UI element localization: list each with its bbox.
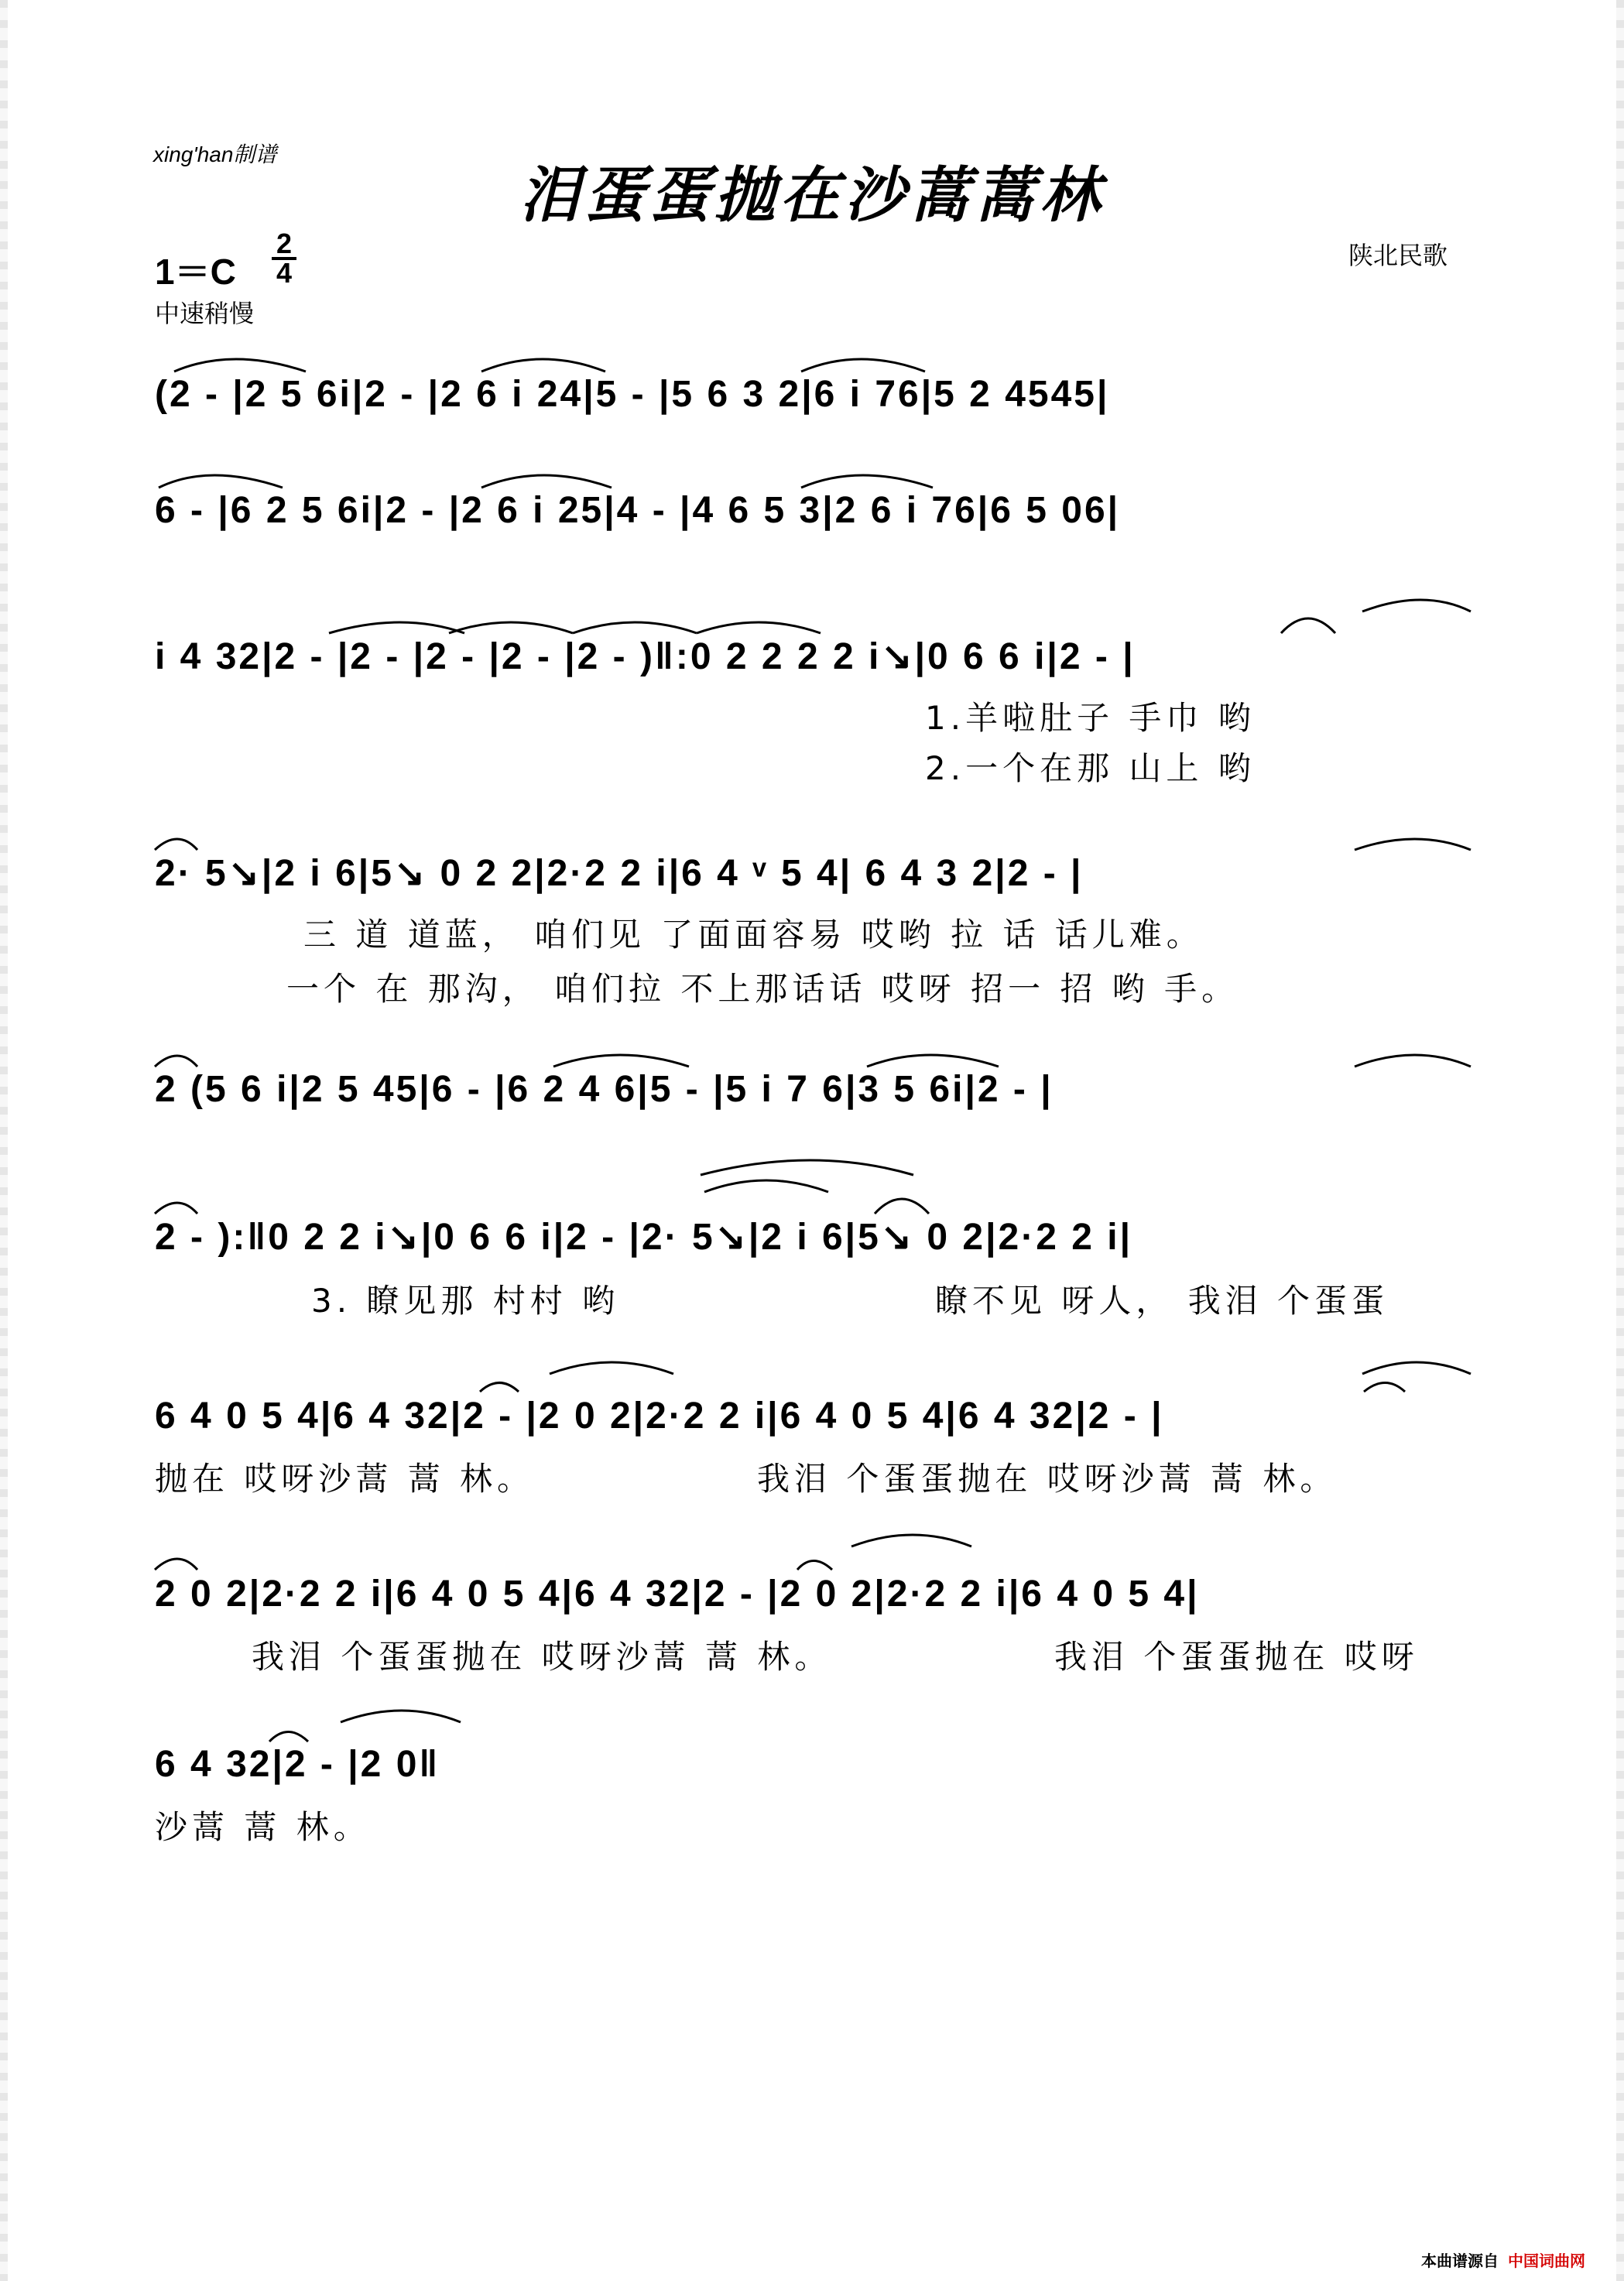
lyric-row-7-part-1: 抛在 哎呀沙蒿 蒿 林。 — [155, 1460, 535, 1498]
slur — [704, 1180, 828, 1192]
lyric-row-3-verse-1: 1.羊啦肚子 手巾 哟 — [925, 699, 1256, 737]
lyric-row-6-part-1: 3. 瞭见那 村村 哟 — [311, 1282, 620, 1320]
slur — [155, 1559, 197, 1570]
lyric-row-8-part-1: 我泪 个蛋蛋抛在 哎呀沙蒿 蒿 林。 — [252, 1638, 832, 1676]
slur — [174, 359, 306, 372]
slur — [1362, 1362, 1471, 1374]
notation-row-9: 6 4 32|2 - |2 0‖ — [155, 1744, 440, 1785]
slur — [155, 1056, 197, 1067]
slur — [701, 1160, 913, 1175]
key-signature: 1＝C — [155, 252, 236, 292]
lyric-row-8-part-2: 我泪 个蛋蛋抛在 哎呀 — [1054, 1638, 1419, 1676]
notation-row-1: (2 - |2 5 6i|2 - |2 6 i 24|5 - |5 6 3 2|6 i 76|5 2 4545| — [155, 374, 1110, 415]
slur — [1362, 600, 1471, 611]
time-signature-top: 2 — [276, 228, 293, 259]
lyric-row-4-verse-1: 三 道 道蓝， 咱们见 了面面容易 哎哟 拉 话 话儿难。 — [303, 916, 1204, 954]
footer-site-link[interactable]: 中国词曲网 — [1508, 2252, 1585, 2270]
slur — [875, 1199, 929, 1214]
slur — [449, 622, 573, 633]
slur — [573, 622, 697, 633]
tempo-marking: 中速稍慢 — [155, 299, 255, 328]
song-origin: 陕北民歌 — [1348, 241, 1448, 270]
slur — [329, 622, 464, 633]
lyric-row-9: 沙蒿 蒿 林。 — [155, 1808, 371, 1846]
slur — [1355, 1055, 1471, 1067]
slur — [851, 1535, 971, 1546]
arranger-credit: xing'han制谱 — [153, 142, 277, 166]
slur — [155, 1203, 197, 1214]
slur — [1281, 618, 1335, 633]
lyric-row-7-part-2: 我泪 个蛋蛋抛在 哎呀沙蒿 蒿 林。 — [757, 1460, 1338, 1498]
notation-row-6: 2 - ):‖0 2 2 i↘|0 6 6 i|2 - |2· 5↘|2 i 6|5↘ 0 2|2·2 2 i| — [155, 1217, 1133, 1258]
slur — [867, 1055, 999, 1067]
notation-row-2: 6 - |6 2 5 6i|2 - |2 6 i 25|4 - |4 6 5 3|2 6 i 76|6 5 06| — [155, 490, 1121, 531]
notation-row-4: 2· 5↘|2 i 6|5↘ 0 2 2|2·2 2 i|6 4 ᵛ 5 4| 6 4 3 2|2 - | — [155, 853, 1084, 894]
slur — [550, 1362, 673, 1374]
slur — [697, 622, 821, 633]
slur — [159, 475, 283, 488]
lyric-row-4-verse-2: 一个 在 那沟， 咱们拉 不上那话话 哎呀 招一 招 哟 手。 — [286, 970, 1239, 1008]
slur — [797, 1561, 832, 1570]
lyric-row-3-verse-2: 2.一个在那 山上 哟 — [925, 749, 1256, 787]
footer-credit — [1421, 2248, 1585, 2271]
lyric-row-6-part-2: 瞭不见 呀人， 我泪 个蛋蛋 — [935, 1282, 1389, 1320]
song-title: 泪蛋蛋抛在沙蒿蒿林 — [519, 160, 1105, 231]
slur — [481, 359, 605, 372]
notation-row-3: i 4 32|2 - |2 - |2 - |2 - |2 - )‖:0 2 2 2 2 i↘|0 6 6 i|2 - | — [155, 636, 1136, 677]
slur — [553, 1055, 689, 1067]
slur — [269, 1732, 308, 1742]
notation-row-8: 2 0 2|2·2 2 i|6 4 0 5 4|6 4 32|2 - |2 0 2|2·2 2 i|6 4 0 5 4| — [155, 1574, 1200, 1615]
footer-source: 本曲谱源自 — [1421, 2252, 1499, 2270]
slur — [341, 1711, 461, 1722]
slur — [480, 1383, 519, 1392]
notation-row-5: 2 (5 6 i|2 5 45|6 - |6 2 4 6|5 - |5 i 7 6|3 5 6i|2 - | — [155, 1069, 1054, 1110]
slur — [1355, 839, 1471, 850]
slur — [155, 839, 197, 850]
slur — [1364, 1383, 1405, 1392]
time-signature-bottom: 4 — [276, 257, 293, 289]
slur — [481, 475, 612, 488]
slur — [801, 359, 925, 372]
notation-row-7: 6 4 0 5 4|6 4 32|2 - |2 0 2|2·2 2 i|6 4 0 5 4|6 4 32|2 - | — [155, 1396, 1164, 1437]
slur — [801, 475, 933, 488]
